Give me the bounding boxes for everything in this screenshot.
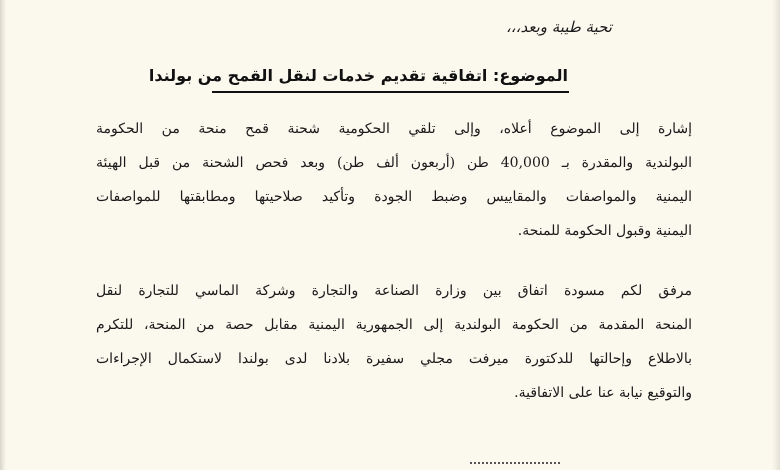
paragraph-1-line: اليمنية وقبول الحكومة للمنحة.	[517, 223, 692, 239]
paragraph-2-line: المنحة المقدمة من الحكومة البولندية إلى الجمهورية اليمنية مقابل حصة من المنحة، للتكرم	[96, 317, 692, 333]
paragraph-1-line: إشارة إلى الموضوع أعلاه، وإلى تلقي الحكومية شحنة قمح منحة من الحكومة	[96, 121, 692, 137]
subject-line: الموضوع: اتفاقية تقديم خدمات لنقل القمح من بولندا	[148, 66, 568, 85]
paragraph-1-line: البولندية والمقدرة بـ 40,000 طن (أربعون ألف طن) وبعد فحص الشحنة من قبل الهيئة	[96, 155, 692, 171]
page-edge-right	[772, 0, 780, 470]
paragraph-1	[96, 112, 692, 248]
subject-underline	[212, 91, 569, 93]
paragraph-2-line: بالاطلاع وإحالتها للدكتورة ميرفت مجلي سفيرة بلادنا لدى بولندا لاستكمال الإجراءات	[96, 351, 692, 367]
paragraph-2-line: مرفق لكم مسودة اتفاق بين وزارة الصناعة والتجارة وشركة الماسي للتجارة لنقل	[96, 283, 692, 299]
greeting: تحية طيبة وبعد،،،	[505, 18, 612, 36]
paragraph-2	[96, 274, 692, 410]
paragraph-1-line: اليمنية والمواصفات والمقاييس وضبط الجودة وتأكيد صلاحيتها ومطابقتها للمواصفات	[96, 189, 692, 205]
cut-off-footer-text	[470, 462, 560, 468]
page-edge-left	[0, 0, 6, 470]
paragraph-2-line: والتوقيع نيابة عنا على الاتفاقية.	[514, 385, 692, 401]
